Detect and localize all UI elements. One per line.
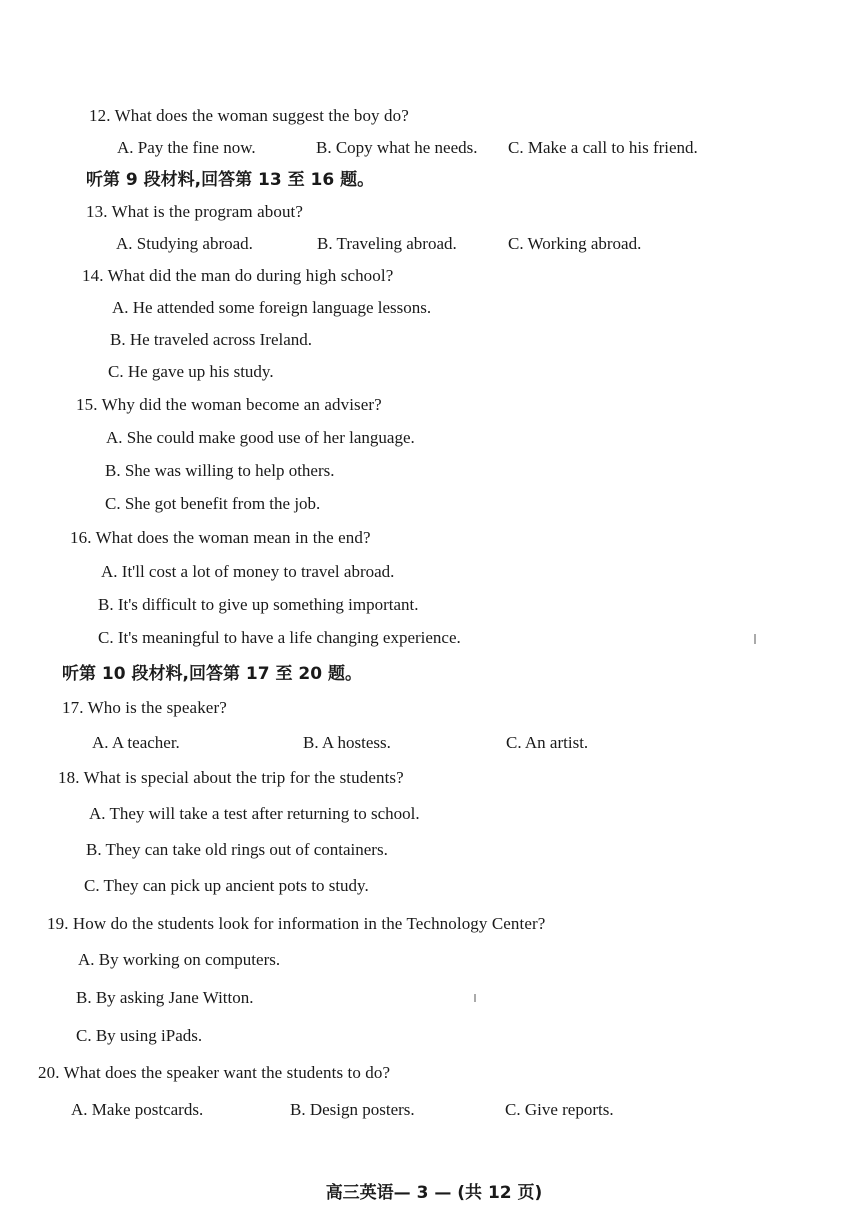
question-18-stem: 18. What is special about the trip for the students? [58,768,404,787]
question-20-option-c: C. Give reports. [505,1100,614,1119]
page-footer: 高三英语— 3 — (共 12 页) [325,1183,543,1203]
question-12-option-b: B. Copy what he needs. [316,138,478,157]
question-13-option-b: B. Traveling abroad. [317,234,457,253]
question-17-option-a: A. A teacher. [92,733,180,752]
question-14-stem: 14. What did the man do during high school? [82,266,394,285]
question-14-option-c: C. He gave up his study. [108,362,274,381]
question-19-stem: 19. How do the students look for information in the Technology Center? [47,914,546,933]
question-14-option-b: B. He traveled across Ireland. [110,330,313,349]
question-16-option-a: A. It'll cost a lot of money to travel abroad. [101,562,395,581]
question-20-option-b: B. Design posters. [290,1100,415,1119]
question-15-option-b: B. She was willing to help others. [105,461,335,480]
question-20-option-a: A. Make postcards. [71,1100,204,1119]
scan-mark [754,634,756,644]
question-17-stem: 17. Who is the speaker? [62,698,227,717]
question-13-stem: 13. What is the program about? [86,202,304,221]
section-10-instruction: 听第 10 段材料,回答第 17 至 20 题。 [62,664,362,684]
question-19-option-c: C. By using iPads. [76,1026,203,1045]
section-9-instruction: 听第 9 段材料,回答第 13 至 16 题。 [86,170,375,190]
question-13-option-c: C. Working abroad. [508,234,642,253]
question-17-option-b: B. A hostess. [303,733,391,752]
question-18-option-b: B. They can take old rings out of containers. [86,840,388,859]
scan-mark [474,994,476,1002]
question-19-option-a: A. By working on computers. [78,950,281,969]
question-16-stem: 16. What does the woman mean in the end? [70,528,371,547]
question-16-option-b: B. It's difficult to give up something important. [98,595,419,614]
question-15-stem: 15. Why did the woman become an adviser? [76,395,382,414]
question-12-option-a: A. Pay the fine now. [117,138,256,157]
question-20-stem: 20. What does the speaker want the students to do? [38,1063,391,1082]
question-12-option-c: C. Make a call to his friend. [508,138,698,157]
question-12-stem: 12. What does the woman suggest the boy do? [89,106,409,125]
question-19-option-b: B. By asking Jane Witton. [76,988,254,1007]
question-16-option-c: C. It's meaningful to have a life changing experience. [98,628,461,647]
question-18-option-a: A. They will take a test after returning to school. [89,804,420,823]
question-18-option-c: C. They can pick up ancient pots to study. [84,876,369,895]
question-15-option-a: A. She could make good use of her language. [106,428,415,447]
question-15-option-c: C. She got benefit from the job. [105,494,321,513]
question-13-option-a: A. Studying abroad. [116,234,253,253]
question-14-option-a: A. He attended some foreign language lessons. [112,298,432,317]
question-17-option-c: C. An artist. [506,733,589,752]
